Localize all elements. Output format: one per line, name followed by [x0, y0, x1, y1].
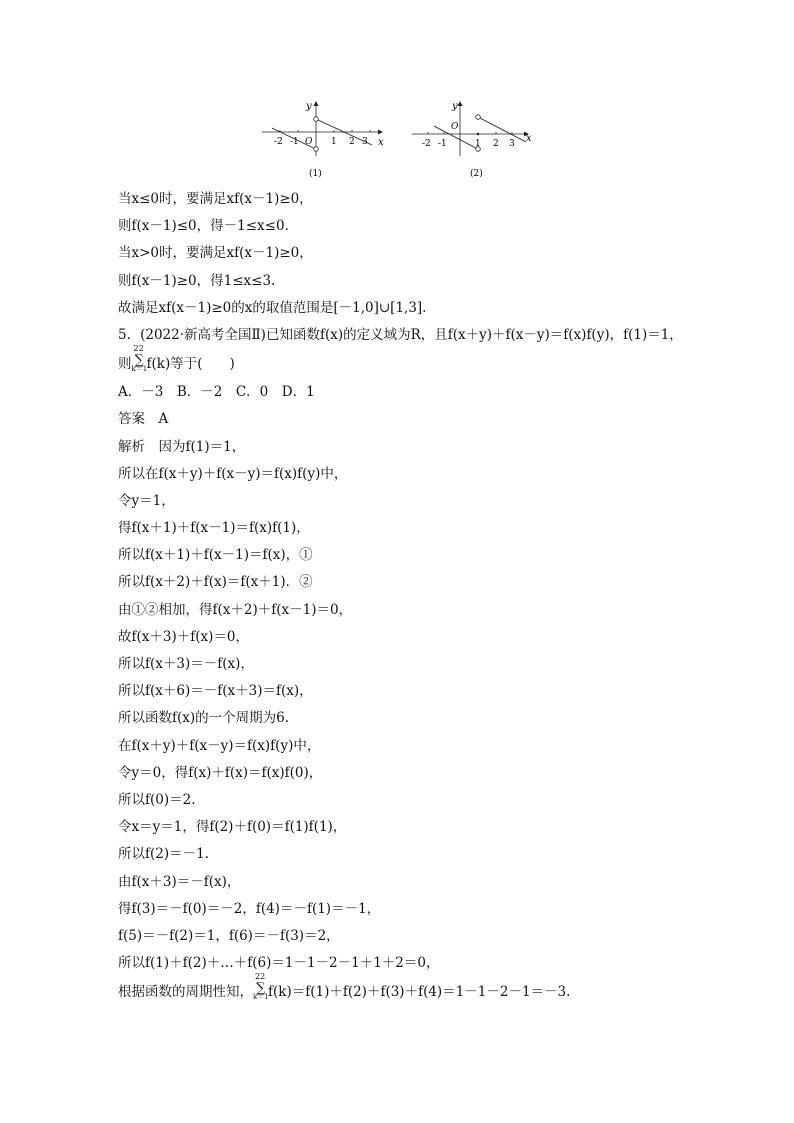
- fig1-origin-label: O: [305, 137, 313, 147]
- sum-upper-limit: 22: [255, 972, 266, 982]
- text-line: 在f(x＋y)＋f(x－y)＝f(x)f(y)中，: [118, 737, 321, 754]
- text-line: 得f(3)＝－f(0)＝－2，f(4)＝－f(1)＝－1，: [118, 900, 381, 917]
- text-line: 所以f(x＋1)＋f(x－1)＝f(x)，①: [118, 547, 313, 564]
- text-line: 所以f(0)＝2.: [118, 791, 196, 808]
- fig2-tick-label: -2: [422, 139, 431, 149]
- text-line: 所以f(1)＋f(2)＋…＋f(6)＝1－1－2－1＋1＋2＝0，: [118, 955, 440, 972]
- solution-text: [118, 186, 698, 1007]
- fig1-open-point-upper: [314, 117, 319, 122]
- summation-symbol: [131, 344, 148, 374]
- text-line: 则f(x－1)≤0，得－1≤x≤0.: [118, 218, 289, 235]
- text-line: 由f(x＋3)＝－f(x)，: [118, 873, 241, 890]
- text-line: 解析 因为f(1)＝1，: [118, 438, 246, 455]
- text-line: 得f(x＋1)＋f(x－1)＝f(x)f(1)，: [118, 520, 310, 537]
- fig2-right-segment: [480, 118, 526, 142]
- fig2-tick-label: 2: [493, 139, 499, 149]
- text-line: 所以f(x＋2)＋f(x)＝f(x＋1)．②: [118, 574, 313, 591]
- text-line: 当x≤0时，要满足xf(x－1)≥0，: [118, 191, 313, 207]
- fig2-y-label: y: [452, 101, 458, 112]
- text-line: 所以f(x＋3)＝－f(x)，: [118, 656, 254, 672]
- fig1-tick-label: 1: [331, 137, 337, 147]
- text-line: 则f(x－1)≥0，得1≤x≤3.: [118, 272, 276, 289]
- fig1-caption: (1): [309, 169, 322, 179]
- text-line: f(5)＝－f(2)＝1，f(6)＝－f(3)＝2，: [118, 927, 340, 944]
- text-line: 故f(x＋3)＋f(x)＝0，: [118, 628, 249, 645]
- text-line: 令x＝y＝1，得f(2)＋f(0)＝f(1)f(1)，: [118, 819, 347, 836]
- final-prefix: 根据函数的周期性知，: [118, 984, 253, 1001]
- text-line: 由①②相加，得f(x＋2)＋f(x－1)＝0，: [118, 601, 353, 618]
- fig2-open-point-upper: [476, 115, 481, 120]
- question-suffix: f(k)等于( ): [146, 356, 235, 373]
- sum-lower-limit: k＝1: [131, 365, 148, 374]
- graph-figure-2: [408, 96, 548, 184]
- text-line: 当x>0时，要满足xf(x－1)≥0，: [118, 245, 313, 262]
- fig2-filled-point: [477, 133, 480, 136]
- fig1-y-label: y: [306, 101, 312, 112]
- fig2-tick-label: 3: [509, 139, 515, 149]
- figures-row: [250, 96, 550, 184]
- question-line: [118, 344, 698, 379]
- fig2-x-label: x: [526, 133, 532, 144]
- problem-statement: 5．(2022·新高考全国Ⅱ)已知函数f(x)的定义域为R，且f(x＋y)＋f(x－y)＝f(x)f(y)，f(1)＝1，: [118, 326, 683, 343]
- question-prefix: 则: [118, 356, 132, 373]
- fig1-y-arrow: [314, 101, 319, 106]
- text-line: 令y＝0，得f(x)＋f(x)＝f(x)f(0)，: [118, 764, 323, 781]
- fig1-x-label: x: [378, 137, 384, 148]
- text-line: 所以函数f(x)的一个周期为6.: [118, 710, 290, 727]
- sum-lower-limit: k＝1: [253, 993, 269, 1002]
- fig2-tick-label: 1: [475, 139, 481, 149]
- fig1-tick-label: 2: [349, 137, 355, 147]
- final-line: [118, 972, 698, 1007]
- sigma-glyph: ∑: [256, 981, 266, 997]
- sigma-glyph: ∑: [134, 353, 144, 369]
- text-line: 故满足xf(x－1)≥0的x的取值范围是[－1,0]∪[1,3].: [118, 299, 427, 316]
- fig1-tick-label: -2: [274, 137, 283, 147]
- fig1-open-point-lower: [314, 147, 319, 152]
- fig2-caption: (2): [470, 169, 483, 179]
- text-line: 令y＝1，: [118, 492, 175, 509]
- text-line: 所以在f(x＋y)＋f(x－y)＝f(x)f(y)中，: [118, 465, 348, 482]
- answer-line: 答案 A: [118, 411, 169, 428]
- text-line: 所以f(2)＝－1.: [118, 846, 209, 863]
- fig2-y-arrow: [458, 101, 463, 106]
- fig1-x-arrow: [378, 130, 383, 135]
- text-line: 所以f(x＋6)＝－f(x＋3)＝f(x)，: [118, 683, 313, 700]
- graph-figure-1: [250, 96, 390, 184]
- fig1-tick-label: 3: [362, 137, 368, 147]
- sum-upper-limit: 22: [133, 344, 144, 354]
- final-suffix: f(k)＝f(1)＋f(2)＋f(3)＋f(4)＝1－1－2－1＝－3.: [268, 984, 571, 1001]
- fig1-tick-label: -1: [290, 137, 299, 147]
- summation-symbol: [253, 972, 269, 1002]
- answer-options: A．－3 B．－2 C．0 D．1: [118, 384, 315, 401]
- fig2-origin-label: O: [451, 122, 459, 132]
- fig2-tick-label: -1: [438, 139, 447, 149]
